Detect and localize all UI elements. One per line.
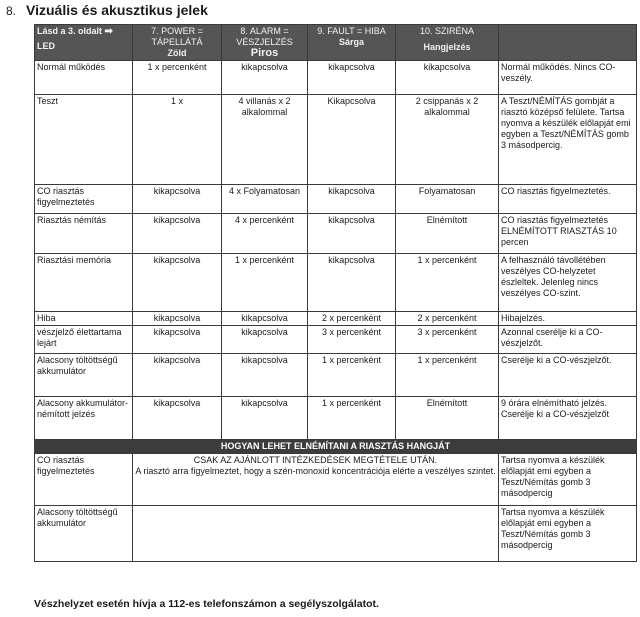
row-alarm: 1 x percenként (222, 254, 308, 312)
silence-row-instructions (133, 454, 499, 506)
row-desc: CO riasztás figyelmeztetés. (499, 185, 637, 214)
row-siren: 2 x percenként (396, 312, 499, 326)
row-desc: 9 órára elnémítható jelzés. Cserélje ki a CO-vészjelzőt (499, 397, 637, 440)
silence-row-desc: Tartsa nyomva a készülék előlapját emi egyben a Teszt/Némítás gomb 3 másodpercig (499, 506, 637, 562)
table-row (35, 95, 637, 185)
row-fault: 1 x percenként (308, 354, 396, 397)
header-power (133, 25, 222, 61)
row-desc: Cserélje ki a CO-vészjelzőt. (499, 354, 637, 397)
row-name: Hiba (35, 312, 133, 326)
section-title: Vizuális és akusztikus jelek (26, 2, 208, 18)
row-name: Riasztás némítás (35, 214, 133, 254)
row-desc: Azonnal cserélje ki a CO-vészjelzőt. (499, 326, 637, 354)
header-power-color: Zöld (167, 48, 187, 58)
silence-band-title: HOGYAN LEHET ELNÉMÍTANI A RIASZTÁS HANGJÁT (35, 440, 637, 454)
row-alarm: kikapcsolva (222, 326, 308, 354)
row-alarm: kikapcsolva (222, 397, 308, 440)
row-fault: kikapcsolva (308, 185, 396, 214)
row-siren: Folyamatosan (396, 185, 499, 214)
row-name: vészjelző élettartama lejárt (35, 326, 133, 354)
silence-row (35, 454, 637, 506)
table-row (35, 61, 637, 95)
row-alarm: kikapcsolva (222, 61, 308, 95)
emergency-footer: Vészhelyzet esetén hívja a 112-es telefonszámon a segélyszolgálatot. (34, 598, 379, 610)
row-power: kikapcsolva (133, 214, 222, 254)
row-desc: Hibajelzés. (499, 312, 637, 326)
header-fault-title: 9. FAULT = HIBA (317, 26, 386, 36)
row-power: kikapcsolva (133, 326, 222, 354)
table-row (35, 354, 637, 397)
silence-row-desc: Tartsa nyomva a készülék előlapját emi egyben a Teszt/Némítás gomb 3 másodpercig (499, 454, 637, 506)
row-name: Alacsony töltöttségű akkumulátor (35, 354, 133, 397)
table-row (35, 254, 637, 312)
row-name: Normál működés (35, 61, 133, 95)
row-siren: Elnémított (396, 214, 499, 254)
header-fault (308, 25, 396, 61)
table-row (35, 312, 637, 326)
row-desc: CO riasztás figyelmeztetés ELNÉMÍTOTT RIASZTÁS 10 percen (499, 214, 637, 254)
silence-row-empty (133, 506, 499, 562)
row-power: kikapcsolva (133, 312, 222, 326)
header-siren-title: 10. SZIRÉNA (419, 26, 475, 36)
header-siren (396, 25, 499, 61)
row-fault: 2 x percenként (308, 312, 396, 326)
row-alarm: 4 villanás x 2 alkalommal (222, 95, 308, 185)
row-desc: Normál működés. Nincs CO-veszély. (499, 61, 637, 95)
row-siren: Elnémított (396, 397, 499, 440)
row-power: kikapcsolva (133, 254, 222, 312)
silence-band-row (35, 440, 637, 454)
row-fault: kikapcsolva (308, 214, 396, 254)
led-label: LED (37, 41, 55, 51)
row-name: Teszt (35, 95, 133, 185)
header-alarm-title: 8. ALARM = VÉSZJELZÉS (236, 26, 293, 47)
row-siren: 3 x percenként (396, 326, 499, 354)
header-desc-empty (499, 25, 637, 61)
arrow-right-icon: ➡ (104, 26, 113, 37)
row-fault: 1 x percenként (308, 397, 396, 440)
row-fault: 3 x percenként (308, 326, 396, 354)
see-page-label: Lásd a 3. oldalt (37, 26, 103, 36)
header-power-title: 7. POWER = TÁPELLÁTÁ (151, 26, 203, 47)
row-siren: kikapcsolva (396, 61, 499, 95)
row-alarm: 4 x percenként (222, 214, 308, 254)
row-siren: 1 x percenként (396, 254, 499, 312)
silence-row-name: Alacsony töltöttségű akkumulátor (35, 506, 133, 562)
row-fault: kikapcsolva (308, 61, 396, 95)
row-fault: kikapcsolva (308, 254, 396, 312)
row-alarm: 4 x Folyamatosan (222, 185, 308, 214)
row-name: Riasztási memória (35, 254, 133, 312)
silence-body-text: A riasztó arra figyelmeztet, hogy a szén-monoxid koncentrációja elérte a veszélyes szintet. (135, 466, 496, 476)
table-row (35, 185, 637, 214)
silence-caps-text: CSAK AZ AJÁNLOTT INTÉZKEDÉSEK MEGTÉTELE UTÁN. (193, 455, 438, 465)
row-power: 1 x percenként (133, 61, 222, 95)
row-power: kikapcsolva (133, 354, 222, 397)
header-see-page-cell (35, 25, 133, 61)
silence-row (35, 506, 637, 562)
table-row (35, 397, 637, 440)
section-number: 8. (6, 4, 17, 18)
row-desc: A Teszt/NÉMÍTÁS gombját a riasztó középső felülete. Tartsa nyomva a készülék előlapját emi egyben a Teszt/NÉMÍTÁS gomb 3 másodpercig. (499, 95, 637, 185)
row-name: Alacsony akkumulátor-némított jelzés (35, 397, 133, 440)
row-alarm: kikapcsolva (222, 312, 308, 326)
row-fault: Kikapcsolva (308, 95, 396, 185)
row-siren: 1 x percenként (396, 354, 499, 397)
table-row (35, 214, 637, 254)
signal-table (34, 24, 637, 562)
row-name: CO riasztás figyelmeztetés (35, 185, 133, 214)
section-heading (6, 2, 208, 18)
header-alarm-color: Piros (250, 47, 279, 59)
table-row (35, 326, 637, 354)
silence-row-name: CO riasztás figyelmeztetés (35, 454, 133, 506)
row-power: 1 x (133, 95, 222, 185)
header-row (35, 25, 637, 61)
row-power: kikapcsolva (133, 185, 222, 214)
header-siren-sub: Hangjelzés (423, 42, 471, 52)
row-alarm: kikapcsolva (222, 354, 308, 397)
row-desc: A felhasználó távollétében veszélyes CO-helyzetet észleltek. Jelenleg nincs veszélyes CO-szint. (499, 254, 637, 312)
row-siren: 2 csippanás x 2 alkalommal (396, 95, 499, 185)
header-alarm (222, 25, 308, 61)
row-power: kikapcsolva (133, 397, 222, 440)
header-fault-color: Sárga (338, 37, 364, 47)
